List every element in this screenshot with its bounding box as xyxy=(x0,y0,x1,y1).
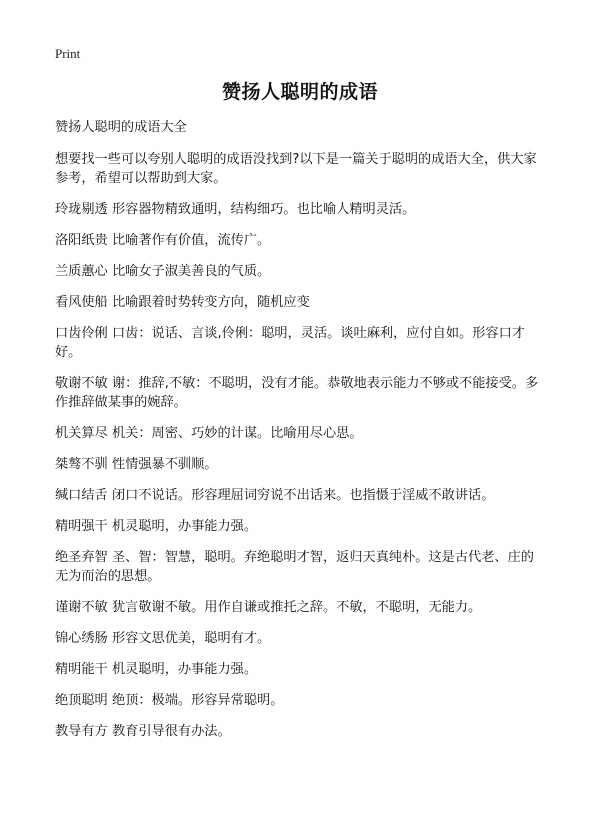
idiom-entry: 看风使船 比喻跟着时势转变方向，随机应变 xyxy=(55,295,310,310)
print-link[interactable]: Print xyxy=(55,46,81,61)
idiom-entry: 精明能干 机灵聪明，办事能力强。 xyxy=(55,662,258,677)
document-subtitle: 赞扬人聪明的成语大全 xyxy=(55,120,187,135)
idiom-entry: 绝顶聪明 绝顶：极端。形容异常聪明。 xyxy=(55,693,284,708)
idiom-entry: 口齿伶俐 口齿：说话、言谈,伶俐：聪明，灵活。谈吐麻利，应付自如。形容口才好。 xyxy=(55,326,525,360)
idiom-entry: 洛阳纸贵 比喻著作有价值，流传广。 xyxy=(55,233,271,248)
idiom-entry: 兰质蕙心 比喻女子淑美善良的气质。 xyxy=(55,264,271,279)
idiom-entry: 玲珑剔透 形容器物精致通明，结构细巧。也比喻人精明灵活。 xyxy=(55,202,416,217)
idiom-entry: 精明强干 机灵聪明，办事能力强。 xyxy=(55,519,258,534)
document-body xyxy=(55,118,545,753)
document-title: 赞扬人聪明的成语 xyxy=(221,81,378,103)
intro-paragraph: 想要找一些可以夸别人聪明的成语没找到?以下是一篇关于聪明的成语大全，供大家参考，希望可以帮助到大家。 xyxy=(55,152,537,186)
idiom-entry: 锦心绣肠 形容文思优美，聪明有才。 xyxy=(55,631,271,646)
idiom-entry: 机关算尽 机关：周密、巧妙的计谋。比喻用尽心思。 xyxy=(55,426,363,441)
idiom-entry: 绝圣弃智 圣、智：智慧，聪明。弃绝聪明才智，返归天真纯朴。这是古代老、庄的无为而治的思想。 xyxy=(55,550,534,584)
idiom-entry: 敬谢不敏 谢：推辞,不敏：不聪明，没有才能。恭敬地表示能力不够或不能接受。多作推辞做某事的婉辞。 xyxy=(55,376,539,410)
idiom-entry: 谨谢不敏 犹言敬谢不敏。用作自谦或推托之辞。不敏，不聪明，无能力。 xyxy=(55,600,482,615)
idiom-entry: 桀骜不驯 性情强暴不驯顺。 xyxy=(55,457,218,472)
idiom-entry: 缄口结舌 闭口不说话。形容理屈词穷说不出话来。也指慑于淫威不敢讲话。 xyxy=(55,488,495,503)
idiom-entry: 教导有方 教育引导很有办法。 xyxy=(55,724,231,739)
